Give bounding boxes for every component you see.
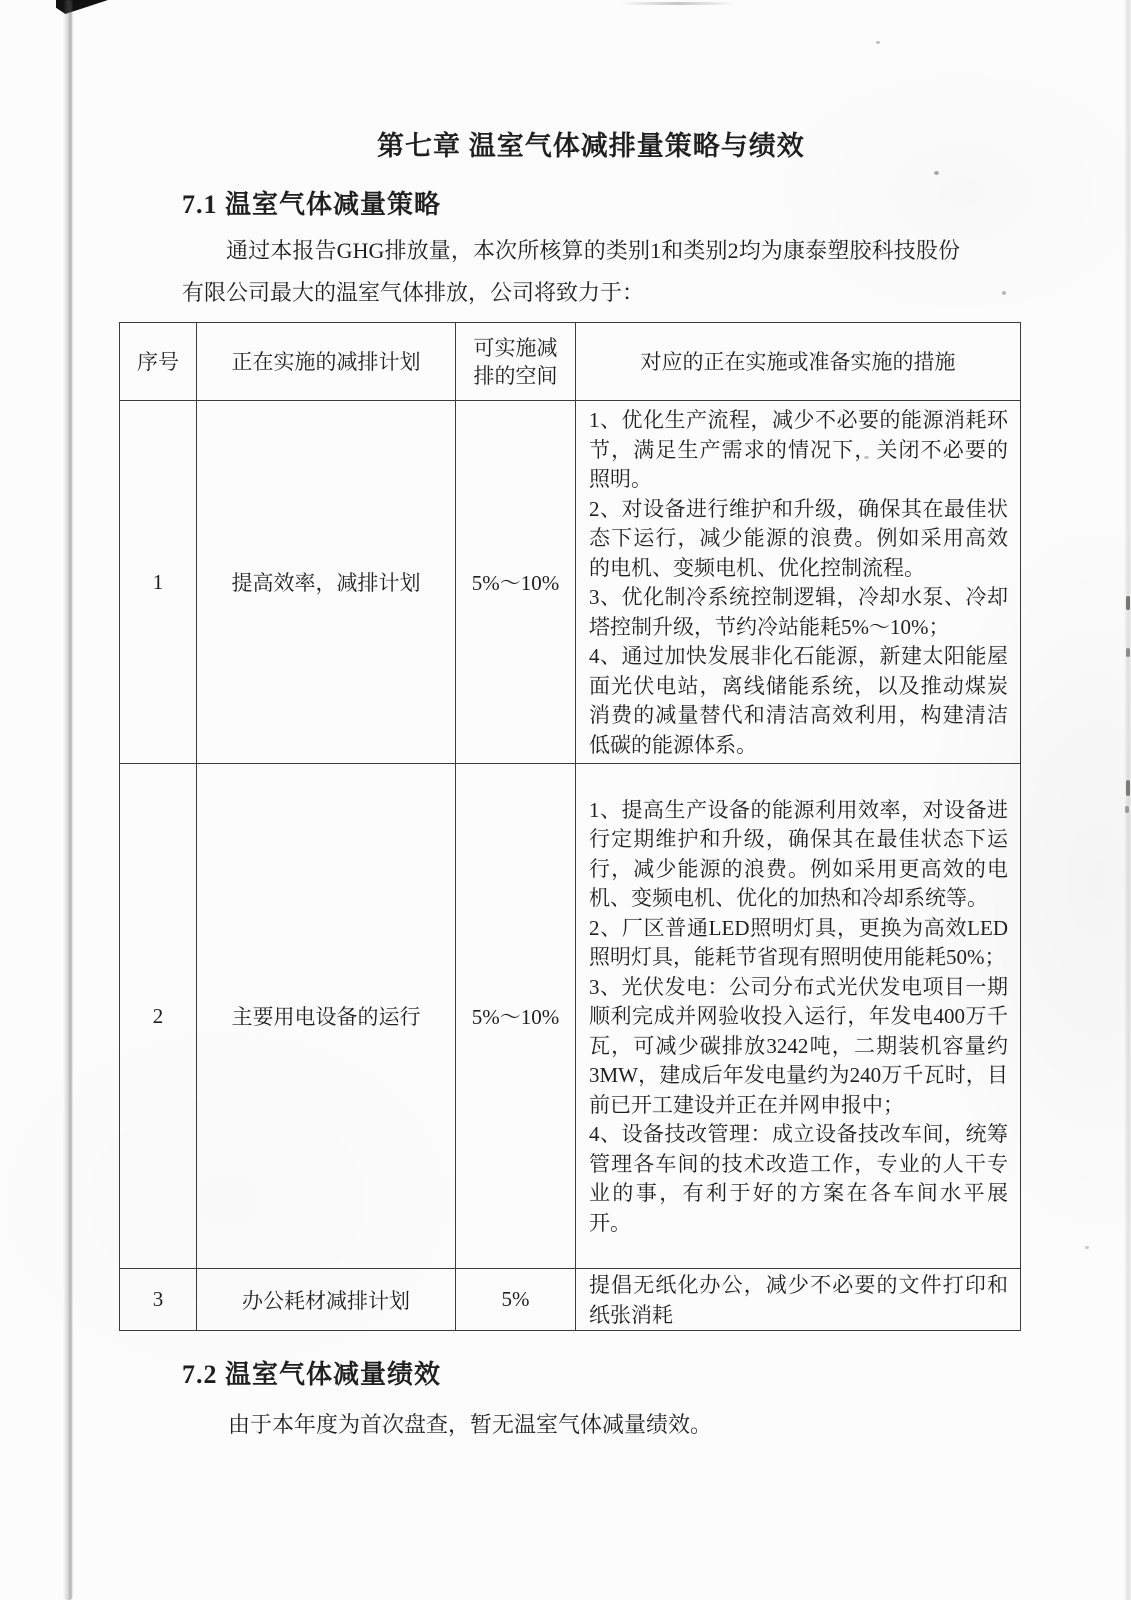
measure-item: 1、提高生产设备的能源利用效率，对设备进行定期维护和升级，确保其在最佳状态下运行，减少能源的浪费。例如采用更高效的电机、变频电机、优化的加热和冷却系统等。 xyxy=(589,797,1008,911)
measure-item: 3、优化制冷系统控制逻辑，冷却水泵、冷却塔控制升级，节约冷站能耗5%～10%； xyxy=(589,585,1008,639)
row-measures xyxy=(576,1269,1021,1331)
scan-mark xyxy=(1126,648,1130,657)
scan-edge-line-left xyxy=(63,0,73,1600)
table-row xyxy=(120,764,1021,1269)
measure-item: 1、优化生产流程，减少不必要的能源消耗环节，满足生产需求的情况下，关闭不必要的照明。 xyxy=(589,408,1008,491)
chapter-title: 第七章 温室气体减排量策略与绩效 xyxy=(377,131,805,161)
header-plan: 正在实施的减排计划 xyxy=(197,323,456,401)
row-space: 5% xyxy=(456,1269,576,1331)
row-no: 3 xyxy=(120,1269,197,1331)
table-row xyxy=(120,401,1021,764)
measure-item: 4、通过加快发展非化石能源，新建太阳能屋面光伏电站，离线储能系统，以及推动煤炭消费的减量替代和清洁高效利用，构建清洁低碳的能源体系。 xyxy=(589,644,1008,757)
scan-mark xyxy=(1126,596,1130,610)
table-row xyxy=(120,1269,1021,1331)
measure-item: 2、对设备进行维护和升级，确保其在最佳状态下运行，减少能源的浪费。例如采用高效的电机、变频电机、优化控制流程。 xyxy=(589,496,1008,580)
section-7-2-paragraph: 由于本年度为首次盘查，暂无温室气体减量绩效。 xyxy=(228,1412,713,1437)
row-no: 1 xyxy=(120,401,197,764)
scan-mark xyxy=(1126,780,1130,796)
measure-item: 4、设备技改管理：成立设备技改车间，统筹管理各车间的技术改造工作，专业的人干专业的事，有利于好的方案在各车间水平展开。 xyxy=(589,1122,1008,1235)
table-header-row xyxy=(120,323,1021,401)
scan-speck xyxy=(1085,1246,1089,1249)
scan-mark xyxy=(1125,806,1129,813)
scan-speck xyxy=(1002,291,1006,295)
measure-item: 提倡无纸化办公，减少不必要的文件打印和纸张消耗 xyxy=(589,1273,1008,1327)
section-7-1-heading: 7.1 温室气体减量策略 xyxy=(182,190,442,219)
row-space: 5%～10% xyxy=(456,764,576,1269)
row-plan: 主要用电设备的运行 xyxy=(197,764,456,1269)
row-no: 2 xyxy=(120,764,197,1269)
header-measures: 对应的正在实施或准备实施的措施 xyxy=(576,323,1021,401)
scan-edge-line-right xyxy=(1124,0,1131,1600)
row-measures xyxy=(576,401,1021,764)
intro-paragraph: 通过本报告GHG排放量，本次所核算的类别1和类别2均为康泰塑胶科技股份有限公司最大的温室气体排放，公司将致力于： xyxy=(182,238,960,305)
scan-smudge xyxy=(620,2,735,5)
row-measures xyxy=(576,764,1021,1269)
reduction-plan-table xyxy=(119,322,1021,1331)
measure-item: 2、厂区普通LED照明灯具，更换为高效LED照明灯具，能耗节省现有照明使用能耗50%； xyxy=(589,915,1008,970)
scan-speck xyxy=(934,171,939,175)
header-no: 序号 xyxy=(120,323,197,401)
scan-speck xyxy=(876,41,880,44)
measure-item: 3、光伏发电：公司分布式光伏发电项目一期顺利完成并网验收投入运行，年发电400万千瓦，可减少碳排放3242吨，二期装机容量约3MW，建成后年发电量约为240万千瓦时，目前已开工建设并正在并网申报中； xyxy=(589,974,1008,1117)
row-space: 5%～10% xyxy=(456,401,576,764)
header-space: 可实施减排的空间 xyxy=(456,323,576,401)
row-plan: 提高效率，减排计划 xyxy=(197,401,456,764)
row-plan: 办公耗材减排计划 xyxy=(197,1269,456,1331)
section-7-2-heading: 7.2 温室气体减量绩效 xyxy=(182,1360,442,1389)
